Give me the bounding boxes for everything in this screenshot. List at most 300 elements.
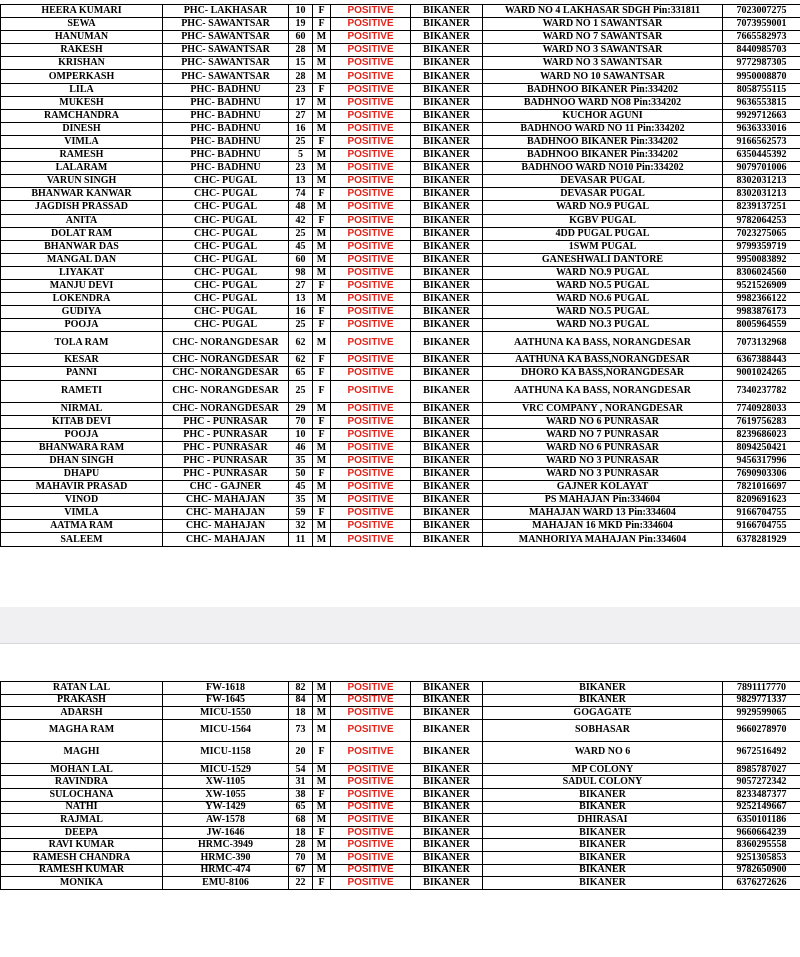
table-row — [1, 293, 800, 306]
health-center-cell: PHC- SAWANTSAR — [163, 18, 289, 31]
phone-number-cell: 9950083892 — [723, 253, 800, 266]
table-row — [1, 380, 800, 402]
sex-cell: F — [313, 83, 331, 96]
age-cell: 25 — [289, 135, 313, 148]
district-cell: BIKANER — [411, 454, 483, 467]
age-cell: 5 — [289, 149, 313, 162]
sex-cell: M — [313, 266, 331, 279]
phone-number-cell: 8440985703 — [723, 44, 800, 57]
district-cell: BIKANER — [411, 719, 483, 741]
patient-name-cell: RAJMAL — [1, 814, 163, 827]
phone-number-cell: 9772987305 — [723, 57, 800, 70]
district-cell: BIKANER — [411, 149, 483, 162]
patient-name-cell: RAMCHANDRA — [1, 109, 163, 122]
table-row — [1, 96, 800, 109]
patient-name-cell: LILA — [1, 83, 163, 96]
age-cell: 28 — [289, 839, 313, 852]
table-row — [1, 162, 800, 175]
sex-cell: M — [313, 694, 331, 707]
sex-cell: M — [313, 454, 331, 467]
sex-cell: F — [313, 18, 331, 31]
sex-cell: M — [313, 162, 331, 175]
sex-cell: M — [313, 175, 331, 188]
sex-cell: M — [313, 763, 331, 776]
address-cell: BADHNOO BIKANER Pin:334202 — [483, 83, 723, 96]
table-row — [1, 83, 800, 96]
district-cell: BIKANER — [411, 481, 483, 494]
sex-cell: M — [313, 719, 331, 741]
table-row — [1, 776, 800, 789]
table-row — [1, 227, 800, 240]
test-result-cell: POSITIVE — [331, 266, 411, 279]
table-row — [1, 18, 800, 31]
address-cell: WARD NO.9 PUGAL — [483, 266, 723, 279]
patient-name-cell: DHAPU — [1, 468, 163, 481]
health-center-cell: CHC- MAHAJAN — [163, 520, 289, 533]
district-cell: BIKANER — [411, 135, 483, 148]
age-cell: 98 — [289, 266, 313, 279]
district-cell: BIKANER — [411, 533, 483, 546]
phone-number-cell: 9636553815 — [723, 96, 800, 109]
address-cell: WARD NO.5 PUGAL — [483, 306, 723, 319]
sex-cell: F — [313, 741, 331, 763]
district-cell: BIKANER — [411, 96, 483, 109]
district-cell: BIKANER — [411, 31, 483, 44]
address-cell: BADHNOO WARD NO 11 Pin:334202 — [483, 122, 723, 135]
test-result-cell: POSITIVE — [331, 877, 411, 890]
health-center-cell: HRMC-474 — [163, 864, 289, 877]
health-center-cell: CHC - GAJNER — [163, 481, 289, 494]
district-cell: BIKANER — [411, 682, 483, 695]
sex-cell: F — [313, 354, 331, 367]
sex-cell: M — [313, 851, 331, 864]
table-row — [1, 814, 800, 827]
test-result-cell: POSITIVE — [331, 520, 411, 533]
sex-cell: M — [313, 240, 331, 253]
district-cell: BIKANER — [411, 788, 483, 801]
age-cell: 42 — [289, 214, 313, 227]
table-row — [1, 763, 800, 776]
table-row — [1, 694, 800, 707]
phone-number-cell: 8233487377 — [723, 788, 800, 801]
district-cell: BIKANER — [411, 70, 483, 83]
district-cell: BIKANER — [411, 253, 483, 266]
age-cell: 60 — [289, 31, 313, 44]
sex-cell: M — [313, 332, 331, 354]
district-cell: BIKANER — [411, 839, 483, 852]
table-row — [1, 367, 800, 380]
health-center-cell: PHC- SAWANTSAR — [163, 31, 289, 44]
patient-name-cell: RAMESH KUMAR — [1, 864, 163, 877]
health-center-cell: YW-1429 — [163, 801, 289, 814]
test-result-cell: POSITIVE — [331, 332, 411, 354]
test-result-cell: POSITIVE — [331, 149, 411, 162]
test-result-cell: POSITIVE — [331, 801, 411, 814]
phone-number-cell: 9456317996 — [723, 454, 800, 467]
district-cell: BIKANER — [411, 44, 483, 57]
health-center-cell: MICU-1158 — [163, 741, 289, 763]
table-row — [1, 441, 800, 454]
address-cell: WARD NO 6 PUNRASAR — [483, 441, 723, 454]
patient-name-cell: BHANWAR KANWAR — [1, 188, 163, 201]
phone-number-cell: 6350101186 — [723, 814, 800, 827]
address-cell: BADHNOO BIKANER Pin:334202 — [483, 149, 723, 162]
patient-name-cell: LOKENDRA — [1, 293, 163, 306]
phone-number-cell: 7665582973 — [723, 31, 800, 44]
sex-cell: M — [313, 776, 331, 789]
table-row — [1, 214, 800, 227]
age-cell: 32 — [289, 520, 313, 533]
age-cell: 35 — [289, 454, 313, 467]
sex-cell: F — [313, 306, 331, 319]
table-row — [1, 877, 800, 890]
health-center-cell: CHC- NORANGDESAR — [163, 354, 289, 367]
sex-cell: F — [313, 788, 331, 801]
table-row — [1, 201, 800, 214]
phone-number-cell: 9251305853 — [723, 851, 800, 864]
address-cell: BIKANER — [483, 877, 723, 890]
address-cell: WARD NO 4 LAKHASAR SDGH Pin:331811 — [483, 5, 723, 18]
sex-cell: M — [313, 122, 331, 135]
age-cell: 27 — [289, 279, 313, 292]
patient-name-cell: PANNI — [1, 367, 163, 380]
test-result-cell: POSITIVE — [331, 826, 411, 839]
address-cell: AATHUNA KA BASS, NORANGDESAR — [483, 332, 723, 354]
address-cell: WARD NO 1 SAWANTSAR — [483, 18, 723, 31]
district-cell: BIKANER — [411, 826, 483, 839]
test-result-cell: POSITIVE — [331, 83, 411, 96]
table-row — [1, 266, 800, 279]
age-cell: 70 — [289, 415, 313, 428]
patient-name-cell: TOLA RAM — [1, 332, 163, 354]
phone-number-cell: 8239137251 — [723, 201, 800, 214]
page-separator-line — [0, 643, 800, 644]
phone-number-cell: 7891117770 — [723, 682, 800, 695]
patient-name-cell: MANJU DEVI — [1, 279, 163, 292]
age-cell: 65 — [289, 367, 313, 380]
age-cell: 73 — [289, 719, 313, 741]
sex-cell: M — [313, 864, 331, 877]
phone-number-cell: 9001024265 — [723, 367, 800, 380]
phone-number-cell: 9782650900 — [723, 864, 800, 877]
patient-name-cell: RAVI KUMAR — [1, 839, 163, 852]
table-row — [1, 454, 800, 467]
phone-number-cell: 8985787027 — [723, 763, 800, 776]
patient-name-cell: RAMESH — [1, 149, 163, 162]
phone-number-cell: 9166562573 — [723, 135, 800, 148]
patient-name-cell: AATMA RAM — [1, 520, 163, 533]
patient-name-cell: SEWA — [1, 18, 163, 31]
sex-cell: M — [313, 201, 331, 214]
age-cell: 15 — [289, 57, 313, 70]
sex-cell: M — [313, 682, 331, 695]
district-cell: BIKANER — [411, 851, 483, 864]
age-cell: 22 — [289, 877, 313, 890]
address-cell: VRC COMPANY , NORANGDESAR — [483, 402, 723, 415]
patient-name-cell: ADARSH — [1, 707, 163, 720]
patient-name-cell: PRAKASH — [1, 694, 163, 707]
table-row — [1, 31, 800, 44]
address-cell: 4DD PUGAL PUGAL — [483, 227, 723, 240]
sex-cell: M — [313, 70, 331, 83]
health-center-cell: PHC- BADHNU — [163, 149, 289, 162]
address-cell: BIKANER — [483, 839, 723, 852]
phone-number-cell: 9660664239 — [723, 826, 800, 839]
address-cell: WARD NO.3 PUGAL — [483, 319, 723, 332]
table-row — [1, 354, 800, 367]
phone-number-cell: 7340237782 — [723, 380, 800, 402]
test-result-cell: POSITIVE — [331, 441, 411, 454]
district-cell: BIKANER — [411, 741, 483, 763]
district-cell: BIKANER — [411, 279, 483, 292]
health-center-cell: CHC- NORANGDESAR — [163, 367, 289, 380]
test-result-cell: POSITIVE — [331, 175, 411, 188]
health-center-cell: FW-1645 — [163, 694, 289, 707]
district-cell: BIKANER — [411, 441, 483, 454]
age-cell: 16 — [289, 306, 313, 319]
phone-number-cell: 8306024560 — [723, 266, 800, 279]
health-center-cell: MICU-1564 — [163, 719, 289, 741]
sex-cell: M — [313, 481, 331, 494]
address-cell: KUCHOR AGUNI — [483, 109, 723, 122]
health-center-cell: PHC- BADHNU — [163, 162, 289, 175]
test-result-cell: POSITIVE — [331, 367, 411, 380]
district-cell: BIKANER — [411, 428, 483, 441]
patient-table-2 — [0, 681, 800, 890]
address-cell: BADHNOO BIKANER Pin:334202 — [483, 135, 723, 148]
sex-cell: F — [313, 135, 331, 148]
district-cell: BIKANER — [411, 507, 483, 520]
age-cell: 10 — [289, 5, 313, 18]
age-cell: 18 — [289, 707, 313, 720]
phone-number-cell: 7740928033 — [723, 402, 800, 415]
district-cell: BIKANER — [411, 201, 483, 214]
address-cell: WARD NO 6 — [483, 741, 723, 763]
district-cell: BIKANER — [411, 707, 483, 720]
address-cell: MAHAJAN 16 MKD Pin:334604 — [483, 520, 723, 533]
health-center-cell: MICU-1529 — [163, 763, 289, 776]
health-center-cell: CHC- PUGAL — [163, 293, 289, 306]
test-result-cell: POSITIVE — [331, 814, 411, 827]
sex-cell: F — [313, 367, 331, 380]
patient-name-cell: BHANWAR DAS — [1, 240, 163, 253]
sex-cell: M — [313, 441, 331, 454]
age-cell: 19 — [289, 18, 313, 31]
sex-cell: F — [313, 507, 331, 520]
test-result-cell: POSITIVE — [331, 5, 411, 18]
patient-name-cell: RAMETI — [1, 380, 163, 402]
patient-name-cell: NATHI — [1, 801, 163, 814]
phone-number-cell: 7073959001 — [723, 18, 800, 31]
health-center-cell: CHC- PUGAL — [163, 201, 289, 214]
test-result-cell: POSITIVE — [331, 293, 411, 306]
district-cell: BIKANER — [411, 468, 483, 481]
district-cell: BIKANER — [411, 367, 483, 380]
address-cell: WARD NO.9 PUGAL — [483, 201, 723, 214]
address-cell: AATHUNA KA BASS,NORANGDESAR — [483, 354, 723, 367]
district-cell: BIKANER — [411, 332, 483, 354]
age-cell: 38 — [289, 788, 313, 801]
test-result-cell: POSITIVE — [331, 788, 411, 801]
patient-name-cell: RAVINDRA — [1, 776, 163, 789]
table-row — [1, 428, 800, 441]
patient-name-cell: MAGHI — [1, 741, 163, 763]
table-row — [1, 494, 800, 507]
sex-cell: F — [313, 188, 331, 201]
age-cell: 17 — [289, 96, 313, 109]
age-cell: 45 — [289, 481, 313, 494]
test-result-cell: POSITIVE — [331, 864, 411, 877]
address-cell: AATHUNA KA BASS, NORANGDESAR — [483, 380, 723, 402]
table-row — [1, 188, 800, 201]
age-cell: 10 — [289, 428, 313, 441]
age-cell: 54 — [289, 763, 313, 776]
sex-cell: M — [313, 520, 331, 533]
health-center-cell: XW-1055 — [163, 788, 289, 801]
patient-name-cell: RAMESH CHANDRA — [1, 851, 163, 864]
phone-number-cell: 8005964559 — [723, 319, 800, 332]
sex-cell: M — [313, 57, 331, 70]
patient-name-cell: JAGDISH PRASSAD — [1, 201, 163, 214]
sex-cell: F — [313, 415, 331, 428]
health-center-cell: PHC- BADHNU — [163, 122, 289, 135]
phone-number-cell: 9829771337 — [723, 694, 800, 707]
test-result-cell: POSITIVE — [331, 122, 411, 135]
health-center-cell: PHC - PUNRASAR — [163, 415, 289, 428]
district-cell: BIKANER — [411, 319, 483, 332]
age-cell: 82 — [289, 682, 313, 695]
test-result-cell: POSITIVE — [331, 162, 411, 175]
health-center-cell: EMU-8106 — [163, 877, 289, 890]
page-separator — [0, 607, 800, 643]
health-center-cell: PHC- SAWANTSAR — [163, 70, 289, 83]
health-center-cell: CHC- PUGAL — [163, 266, 289, 279]
patient-name-cell: SALEEM — [1, 533, 163, 546]
table-row — [1, 109, 800, 122]
phone-number-cell: 7690903306 — [723, 468, 800, 481]
address-cell: PS MAHAJAN Pin:334604 — [483, 494, 723, 507]
patient-name-cell: LIYAKAT — [1, 266, 163, 279]
sex-cell: M — [313, 227, 331, 240]
health-center-cell: PHC- LAKHASAR — [163, 5, 289, 18]
sex-cell: M — [313, 402, 331, 415]
table-row — [1, 279, 800, 292]
age-cell: 46 — [289, 441, 313, 454]
table-row — [1, 864, 800, 877]
age-cell: 25 — [289, 319, 313, 332]
address-cell: SOBHASAR — [483, 719, 723, 741]
district-cell: BIKANER — [411, 83, 483, 96]
table-row — [1, 507, 800, 520]
test-result-cell: POSITIVE — [331, 694, 411, 707]
address-cell: WARD NO 7 SAWANTSAR — [483, 31, 723, 44]
health-center-cell: PHC- BADHNU — [163, 96, 289, 109]
address-cell: WARD NO.6 PUGAL — [483, 293, 723, 306]
address-cell: 1SWM PUGAL — [483, 240, 723, 253]
district-cell: BIKANER — [411, 240, 483, 253]
health-center-cell: CHC- NORANGDESAR — [163, 380, 289, 402]
district-cell: BIKANER — [411, 520, 483, 533]
table-row — [1, 826, 800, 839]
test-result-cell: POSITIVE — [331, 135, 411, 148]
age-cell: 62 — [289, 354, 313, 367]
district-cell: BIKANER — [411, 57, 483, 70]
district-cell: BIKANER — [411, 293, 483, 306]
test-result-cell: POSITIVE — [331, 319, 411, 332]
phone-number-cell: 8209691623 — [723, 494, 800, 507]
patient-name-cell: MAGHA RAM — [1, 719, 163, 741]
health-center-cell: AW-1578 — [163, 814, 289, 827]
sex-cell: M — [313, 31, 331, 44]
health-center-cell: MICU-1550 — [163, 707, 289, 720]
health-center-cell: PHC- SAWANTSAR — [163, 57, 289, 70]
health-center-cell: XW-1105 — [163, 776, 289, 789]
district-cell: BIKANER — [411, 864, 483, 877]
phone-number-cell: 9252149667 — [723, 801, 800, 814]
patient-name-cell: VARUN SINGH — [1, 175, 163, 188]
test-result-cell: POSITIVE — [331, 18, 411, 31]
health-center-cell: CHC- PUGAL — [163, 306, 289, 319]
address-cell: BIKANER — [483, 864, 723, 877]
sex-cell: F — [313, 826, 331, 839]
district-cell: BIKANER — [411, 814, 483, 827]
health-center-cell: PHC - PUNRASAR — [163, 454, 289, 467]
test-result-cell: POSITIVE — [331, 428, 411, 441]
phone-number-cell: 8239686023 — [723, 428, 800, 441]
table-row — [1, 801, 800, 814]
health-center-cell: PHC - PUNRASAR — [163, 428, 289, 441]
patient-name-cell: MUKESH — [1, 96, 163, 109]
district-cell: BIKANER — [411, 776, 483, 789]
age-cell: 23 — [289, 83, 313, 96]
address-cell: GOGAGATE — [483, 707, 723, 720]
address-cell: KGBV PUGAL — [483, 214, 723, 227]
test-result-cell: POSITIVE — [331, 415, 411, 428]
health-center-cell: PHC- BADHNU — [163, 83, 289, 96]
age-cell: 28 — [289, 44, 313, 57]
sex-cell: F — [313, 279, 331, 292]
health-center-cell: CHC- MAHAJAN — [163, 533, 289, 546]
phone-number-cell: 8360295558 — [723, 839, 800, 852]
sex-cell: F — [313, 380, 331, 402]
patient-name-cell: MANGAL DAN — [1, 253, 163, 266]
patient-name-cell: DOLAT RAM — [1, 227, 163, 240]
test-result-cell: POSITIVE — [331, 481, 411, 494]
address-cell: WARD NO 3 SAWANTSAR — [483, 44, 723, 57]
address-cell: DEVASAR PUGAL — [483, 175, 723, 188]
test-result-cell: POSITIVE — [331, 96, 411, 109]
phone-number-cell: 9929712663 — [723, 109, 800, 122]
address-cell: MANHORIYA MAHAJAN Pin:334604 — [483, 533, 723, 546]
test-result-cell: POSITIVE — [331, 402, 411, 415]
table-row — [1, 839, 800, 852]
phone-number-cell: 9782064253 — [723, 214, 800, 227]
age-cell: 74 — [289, 188, 313, 201]
age-cell: 70 — [289, 851, 313, 864]
address-cell: BIKANER — [483, 694, 723, 707]
phone-number-cell: 9057272342 — [723, 776, 800, 789]
table-row — [1, 240, 800, 253]
phone-number-cell: 6367388443 — [723, 354, 800, 367]
age-cell: 25 — [289, 380, 313, 402]
phone-number-cell: 8094250421 — [723, 441, 800, 454]
test-result-cell: POSITIVE — [331, 253, 411, 266]
age-cell: 84 — [289, 694, 313, 707]
table-row — [1, 332, 800, 354]
patient-name-cell: MONIKA — [1, 877, 163, 890]
test-result-cell: POSITIVE — [331, 380, 411, 402]
patient-name-cell: OMPERKASH — [1, 70, 163, 83]
